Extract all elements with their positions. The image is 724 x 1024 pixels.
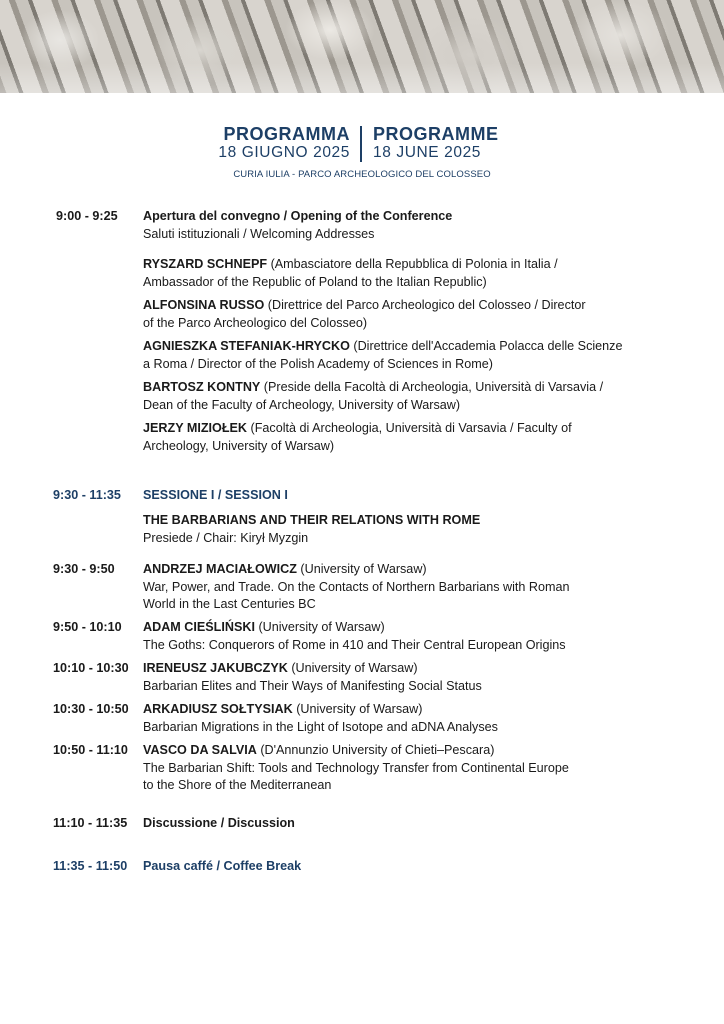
talk-time: 10:10 - 10:30 xyxy=(53,661,129,675)
speaker-role: (Direttrice del Parco Archeologico del Colosseo / Director xyxy=(264,298,586,312)
speaker-role-cont: Dean of the Faculty of Archeology, University of Warsaw) xyxy=(143,397,461,412)
session-time: 9:30 - 11:35 xyxy=(53,488,121,502)
speaker-role-cont: a Roma / Director of the Polish Academy of Sciences in Rome) xyxy=(143,356,493,371)
talk-title: The Goths: Conquerors of Rome in 410 and Their Central European Origins xyxy=(143,637,566,652)
session-chair: Presiede / Chair: Kirył Myzgin xyxy=(143,530,309,545)
item-title: Pausa caffé / Coffee Break xyxy=(143,859,302,873)
venue: CURIA IULIA - PARCO ARCHEOLOGICO DEL COLOSSEO xyxy=(233,169,491,180)
talk-speaker: VASCO DA SALVIA xyxy=(143,743,257,757)
speaker-role: (Ambasciatore della Repubblica di Polonia in Italia / xyxy=(267,257,558,271)
talk-speaker: ARKADIUSZ SOŁTYSIAK xyxy=(143,702,293,716)
talk-title-cont: World in the Last Centuries BC xyxy=(143,597,316,611)
talk-time: 10:50 - 11:10 xyxy=(53,743,128,757)
talk-title: Barbarian Migrations in the Light of Isotope and aDNA Analyses xyxy=(143,719,498,734)
header-relief-image xyxy=(0,0,724,93)
talk-time: 9:30 - 9:50 xyxy=(53,562,115,576)
speaker-role: (Preside della Facoltà di Archeologia, Università di Varsavia / xyxy=(260,380,604,394)
speaker-role-cont: Ambassador of the Republic of Poland to the Italian Republic) xyxy=(143,274,487,289)
session-title: SESSIONE I / SESSION I xyxy=(143,488,288,502)
talk-speaker: ANDRZEJ MACIAŁOWICZ xyxy=(143,562,297,576)
talk-speaker: IRENEUSZ JAKUBCZYK xyxy=(143,661,288,675)
item-title: Apertura del convegno / Opening of the Conference xyxy=(143,209,453,223)
item-time: 9:00 - 9:25 xyxy=(56,209,118,223)
talk-affiliation: (University of Warsaw) xyxy=(296,562,427,576)
header-divider xyxy=(360,126,362,162)
talk-affiliation: (University of Warsaw) xyxy=(254,620,385,634)
date-italian: 18 GIUGNO 2025 xyxy=(218,144,350,161)
talk-affiliation: (University of Warsaw) xyxy=(287,661,418,675)
item-time: 11:10 - 11:35 xyxy=(53,816,128,830)
speaker-role-cont: Archeology, University of Warsaw) xyxy=(143,438,335,453)
item-time: 11:35 - 11:50 xyxy=(53,859,128,873)
speaker-name: JERZY MIZIOŁEK xyxy=(143,421,248,435)
speaker-name: RYSZARD SCHNEPF xyxy=(143,257,268,271)
date-english: 18 JUNE 2025 xyxy=(373,144,482,161)
speaker-role: (Direttrice dell'Accademia Polacca delle Scienze xyxy=(349,339,623,353)
speaker-role-cont: of the Parco Archeologico del Colosseo) xyxy=(143,315,368,330)
item-subtitle: Saluti istituzionali / Welcoming Addresses xyxy=(143,226,375,241)
speaker-name: ALFONSINA RUSSO xyxy=(143,298,265,312)
speaker-name: AGNIESZKA STEFANIAK-HRYCKO xyxy=(143,339,350,353)
speaker-role: (Facoltà di Archeologia, Università di Varsavia / Faculty of xyxy=(247,421,572,435)
talk-title: War, Power, and Trade. On the Contacts of Northern Barbarians with Roman xyxy=(143,579,570,594)
title-english: PROGRAMME xyxy=(373,124,499,144)
talk-time: 9:50 - 10:10 xyxy=(53,620,122,634)
session-theme: THE BARBARIANS AND THEIR RELATIONS WITH ROME xyxy=(143,513,481,527)
talk-affiliation: (University of Warsaw) xyxy=(292,702,423,716)
talk-title: The Barbarian Shift: Tools and Technology Transfer from Continental Europe xyxy=(143,760,569,775)
item-title: Discussione / Discussion xyxy=(143,816,295,830)
talk-affiliation: (D'Annunzio University of Chieti–Pescara) xyxy=(256,743,495,757)
talk-speaker: ADAM CIEŚLIŃSKI xyxy=(143,620,255,634)
title-italian: PROGRAMMA xyxy=(223,124,350,144)
talk-title-cont: to the Shore of the Mediterranean xyxy=(143,778,332,792)
talk-time: 10:30 - 10:50 xyxy=(53,702,129,716)
speaker-name: BARTOSZ KONTNY xyxy=(143,380,261,394)
talk-title: Barbarian Elites and Their Ways of Manifesting Social Status xyxy=(143,678,482,693)
